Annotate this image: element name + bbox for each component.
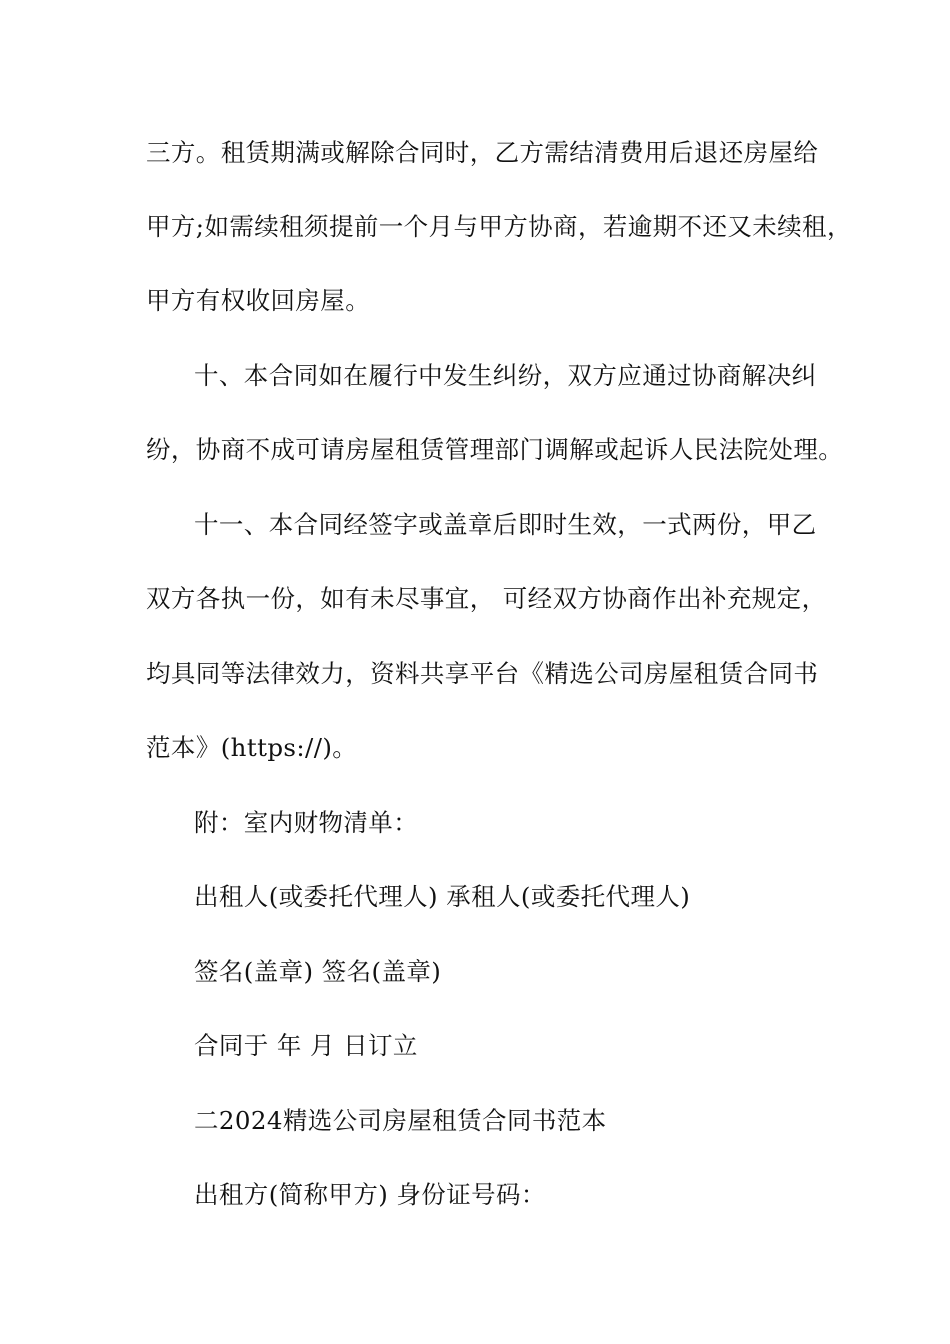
paragraph-line-2: 甲方;如需续租须提前一个月与甲方协商，若逾期不还又未续租， (146, 212, 852, 241)
date-line: 合同于 年 月 日订立 (194, 1031, 418, 1060)
attachment-line: 附：室内财物清单： (194, 808, 419, 837)
clause-eleven-line-3: 均具同等法律效力，资料共享平台《精选公司房屋租赁合同书 (146, 659, 819, 688)
parties-line: 出租人(或委托代理人) 承租人(或委托代理人) (194, 882, 691, 911)
lessor-id-line: 出租方(简称甲方) 身份证号码： (194, 1180, 546, 1209)
clause-ten-line-1: 十、本合同如在履行中发生纠纷，双方应通过协商解决纠 (194, 361, 817, 390)
paragraph-line-3: 甲方有权收回房屋。 (146, 286, 371, 315)
clause-eleven-line-1: 十一、本合同经签字或盖章后即时生效，一式两份，甲乙 (194, 510, 817, 539)
clause-eleven-line-2: 双方各执一份，如有未尽事宜， 可经双方协商作出补充规定， (146, 584, 827, 613)
paragraph-line-1: 三方。租赁期满或解除合同时，乙方需结清费用后退还房屋给 (146, 138, 819, 167)
signature-line: 签名(盖章) 签名(盖章) (194, 957, 442, 986)
section-title: 二2024精选公司房屋租赁合同书范本 (194, 1106, 607, 1135)
clause-eleven-line-4: 范本》(https://)。 (146, 733, 358, 762)
clause-ten-line-2: 纷，协商不成可请房屋租赁管理部门调解或起诉人民法院处理。 (146, 435, 844, 464)
